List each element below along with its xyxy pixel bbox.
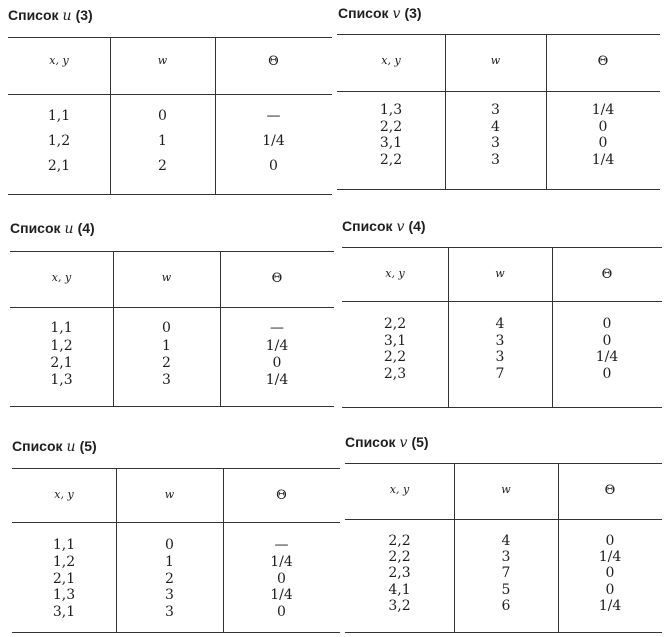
header-xy: x, y <box>381 54 401 67</box>
table-top-rule <box>337 34 660 35</box>
cell-theta: 0 <box>602 366 612 382</box>
cell-w: 3 <box>495 333 505 349</box>
cell-theta: — <box>266 108 281 124</box>
cell-xy: 2,2 <box>388 549 411 565</box>
cell-theta: 0 <box>277 571 286 587</box>
cell-w: 7 <box>495 366 505 382</box>
header-xy: x, y <box>385 267 405 280</box>
cell-w: 3 <box>491 135 500 151</box>
cell-xy: 2,2 <box>383 316 407 332</box>
cell-theta: 1/4 <box>595 349 619 365</box>
cell-xy: 4,1 <box>388 582 411 598</box>
cell-xy: 1,3 <box>379 102 403 118</box>
cell-xy: 2,1 <box>50 355 73 371</box>
table-caption <box>338 5 422 22</box>
table-bottom-rule <box>337 189 660 190</box>
cell-xy: 3,1 <box>379 135 403 151</box>
cell-theta: 1/4 <box>270 554 293 570</box>
table-caption <box>8 7 93 24</box>
cell-theta: 0 <box>605 533 615 549</box>
table-bottom-rule <box>345 632 662 633</box>
cell-theta: 1/4 <box>265 372 289 388</box>
cell-theta: 1/4 <box>270 587 293 603</box>
cell-theta: 0 <box>602 333 612 349</box>
cell-xy: 1,1 <box>47 108 71 124</box>
table-top-rule <box>8 37 332 38</box>
caption-prefix: Список <box>338 5 389 21</box>
header-theta: Θ <box>601 267 613 282</box>
caption-number: (3) <box>75 7 93 23</box>
cell-xy: 3,1 <box>383 333 407 349</box>
cell-w: 6 <box>501 598 511 614</box>
header-w: w <box>495 267 505 280</box>
cell-theta: 0 <box>605 565 615 581</box>
caption-number: (4) <box>408 218 426 234</box>
cell-w: 3 <box>491 102 500 118</box>
table-caption <box>12 438 97 455</box>
cell-xy: 2,2 <box>383 349 407 365</box>
table-header-rule <box>12 522 340 523</box>
cell-w: 3 <box>165 604 174 620</box>
cell-w: 3 <box>165 587 174 603</box>
caption-variable: u <box>64 221 74 237</box>
table-caption <box>342 218 426 235</box>
cell-xy: 1,1 <box>50 320 73 336</box>
table-bottom-rule <box>342 407 662 408</box>
caption-variable: u <box>66 439 76 455</box>
cell-xy: 2,2 <box>379 119 403 135</box>
cell-w: 0 <box>158 108 167 124</box>
table-caption <box>345 434 429 451</box>
caption-prefix: Список <box>342 218 393 234</box>
cell-theta: 0 <box>272 355 282 371</box>
cell-xy: 2,2 <box>379 152 403 168</box>
table-bottom-rule <box>10 406 334 407</box>
cell-xy: 2,3 <box>388 565 411 581</box>
caption-variable: u <box>62 8 72 24</box>
cell-xy: 1,3 <box>50 372 73 388</box>
cell-w: 2 <box>165 571 174 587</box>
cell-theta: 0 <box>605 582 615 598</box>
caption-prefix: Список <box>10 220 61 236</box>
caption-prefix: Список <box>8 7 59 23</box>
caption-variable: v <box>396 219 405 235</box>
cell-xy: 1,3 <box>52 587 76 603</box>
cell-w: 3 <box>495 349 505 365</box>
cell-theta: 1/4 <box>591 102 615 118</box>
cell-xy: 3,2 <box>388 598 411 614</box>
cell-w: 1 <box>162 338 171 354</box>
table-top-rule <box>10 251 334 252</box>
cell-w: 4 <box>491 119 500 135</box>
table-header-rule <box>345 519 662 520</box>
caption-number: (5) <box>411 434 429 450</box>
cell-xy: 1,1 <box>52 537 76 553</box>
header-theta: Θ <box>268 54 279 69</box>
cell-theta: 1/4 <box>598 549 622 565</box>
cell-xy: 1,2 <box>50 338 73 354</box>
cell-theta: 0 <box>598 119 608 135</box>
table-top-rule <box>12 468 340 469</box>
table-header-rule <box>337 91 660 92</box>
header-xy: x, y <box>51 271 72 284</box>
cell-xy: 2,1 <box>47 158 71 174</box>
caption-variable: v <box>392 6 401 22</box>
cell-theta: 1/4 <box>591 152 615 168</box>
cell-xy: 3,1 <box>52 604 76 620</box>
header-w: w <box>164 488 175 501</box>
cell-xy: 2,2 <box>388 533 411 549</box>
cell-w: 3 <box>491 152 500 168</box>
cell-theta: 0 <box>602 316 612 332</box>
cell-theta: 0 <box>598 135 608 151</box>
header-theta: Θ <box>271 271 283 286</box>
table-bottom-rule <box>8 194 332 195</box>
cell-w: 0 <box>165 537 174 553</box>
table-top-rule <box>342 247 662 248</box>
cell-xy: 2,3 <box>383 366 407 382</box>
header-xy: x, y <box>49 54 69 67</box>
header-xy: x, y <box>54 488 74 501</box>
table-header-rule <box>342 301 662 302</box>
caption-number: (4) <box>77 220 95 236</box>
cell-theta: 0 <box>269 158 278 174</box>
cell-w: 0 <box>162 320 171 336</box>
cell-w: 1 <box>158 133 167 149</box>
cell-w: 7 <box>501 565 511 581</box>
caption-prefix: Список <box>345 434 396 450</box>
cell-w: 3 <box>501 549 511 565</box>
cell-w: 5 <box>501 582 511 598</box>
table-bottom-rule <box>12 632 340 633</box>
caption-number: (5) <box>79 438 97 454</box>
cell-w: 1 <box>165 554 174 570</box>
cell-xy: 1,2 <box>52 554 76 570</box>
cell-theta: 0 <box>277 604 286 620</box>
caption-variable: v <box>399 435 408 451</box>
header-theta: Θ <box>276 488 287 503</box>
caption-number: (3) <box>404 5 422 21</box>
header-xy: x, y <box>389 483 410 496</box>
cell-w: 4 <box>495 316 505 332</box>
cell-theta: 1/4 <box>598 598 622 614</box>
header-w: w <box>490 54 501 67</box>
cell-theta: — <box>270 320 284 336</box>
header-theta: Θ <box>604 483 616 498</box>
cell-xy: 1,2 <box>47 133 71 149</box>
table-header-rule <box>8 94 332 95</box>
cell-w: 2 <box>162 355 171 371</box>
header-w: w <box>157 54 168 67</box>
cell-theta: 1/4 <box>262 133 285 149</box>
header-w: w <box>161 271 172 284</box>
table-top-rule <box>345 463 662 464</box>
caption-prefix: Список <box>12 438 63 454</box>
cell-theta: — <box>274 537 289 553</box>
header-theta: Θ <box>597 54 609 69</box>
cell-w: 3 <box>162 372 171 388</box>
header-w: w <box>501 483 511 496</box>
table-header-rule <box>10 307 334 308</box>
table-caption <box>10 220 95 237</box>
cell-w: 4 <box>501 533 511 549</box>
cell-xy: 2,1 <box>52 571 76 587</box>
cell-w: 2 <box>158 158 167 174</box>
cell-theta: 1/4 <box>265 338 289 354</box>
